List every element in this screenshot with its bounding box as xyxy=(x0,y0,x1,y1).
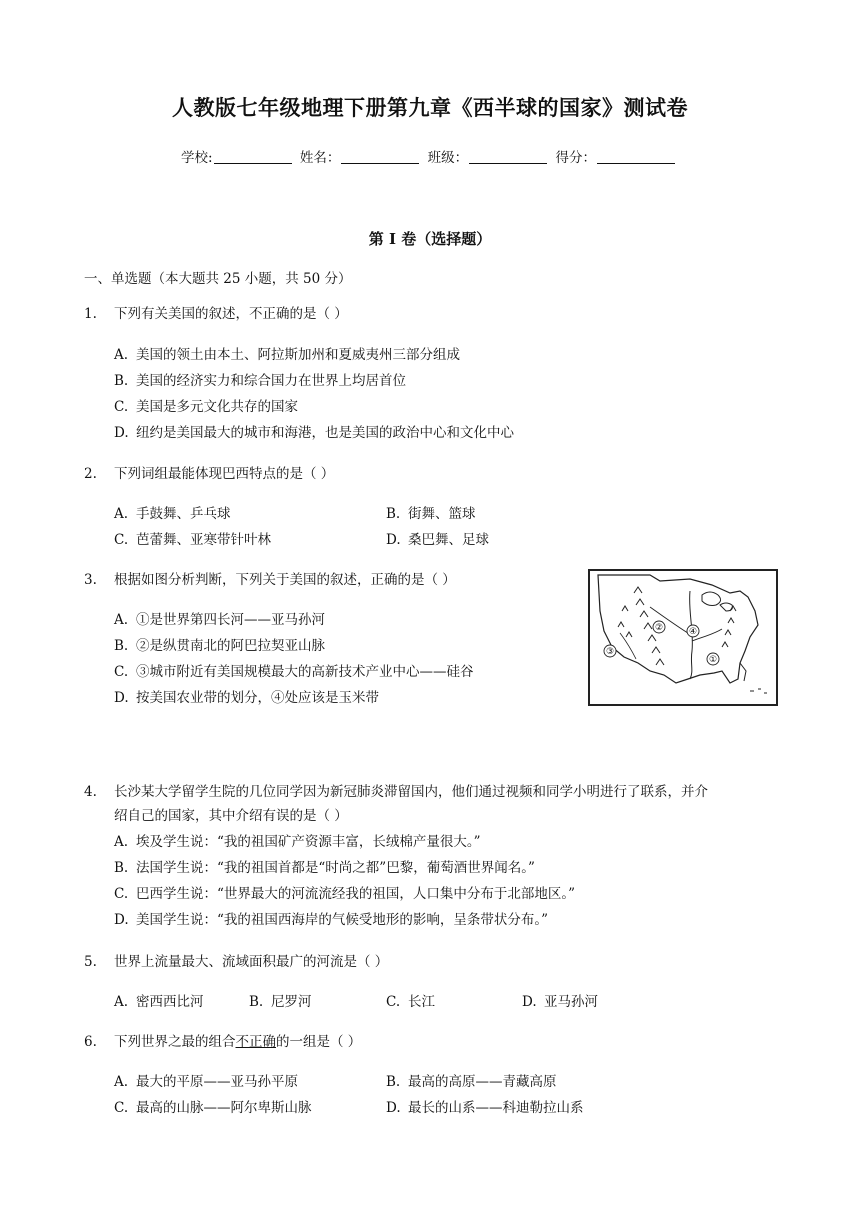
q5-option-a xyxy=(114,991,204,1013)
question-1 xyxy=(84,303,348,325)
option-text: 亚马孙河 xyxy=(544,994,598,1010)
q4-option-b xyxy=(114,857,535,879)
question-6 xyxy=(84,1031,361,1053)
option-letter: A. xyxy=(114,1074,129,1090)
option-text: ③城市附近有美国规模最大的高新技术产业中心——硅谷 xyxy=(136,664,474,680)
option-text: ②是纵贯南北的阿巴拉契亚山脉 xyxy=(136,638,325,654)
q6-option-b xyxy=(386,1071,557,1093)
option-text: 长江 xyxy=(408,994,435,1010)
option-text: 最大的平原——亚马孙平原 xyxy=(136,1074,298,1090)
page-title: 人教版七年级地理下册第九章《西半球的国家》测试卷 xyxy=(172,96,688,120)
q6-option-c xyxy=(114,1097,312,1119)
question-text-underlined: 不正确 xyxy=(235,1034,276,1050)
option-text: 按美国农业带的划分，④处应该是玉米带 xyxy=(136,690,379,706)
question-text: 世界上流量最大、流域面积最广的河流是（ ） xyxy=(114,954,389,970)
q5-option-b xyxy=(249,991,312,1013)
option-letter: D. xyxy=(522,994,537,1010)
option-letter: A. xyxy=(114,506,129,522)
q4-option-a xyxy=(114,831,481,853)
option-letter: D. xyxy=(386,1100,401,1116)
q3-option-b xyxy=(114,635,325,657)
option-letter: C. xyxy=(114,886,129,902)
option-letter: C. xyxy=(114,399,129,415)
option-letter: D. xyxy=(114,425,129,441)
option-letter: B. xyxy=(114,860,129,876)
option-text: 尼罗河 xyxy=(271,994,312,1010)
option-text: 最高的高原——青藏高原 xyxy=(408,1074,557,1090)
option-text: 美国的领土由本土、阿拉斯加州和夏威夷州三部分组成 xyxy=(136,347,460,363)
option-letter: D. xyxy=(114,912,129,928)
question-number: 6. xyxy=(84,1034,97,1050)
q2-option-c xyxy=(114,529,271,551)
option-letter: A. xyxy=(114,834,129,850)
option-letter: B. xyxy=(386,506,401,522)
class-blank[interactable] xyxy=(469,149,547,164)
option-letter: C. xyxy=(114,1100,129,1116)
question-text: 根据如图分析判断，下列关于美国的叙述，正确的是（ ） xyxy=(114,572,456,588)
question-4-cont xyxy=(114,805,348,827)
q3-option-d xyxy=(114,687,379,709)
question-5 xyxy=(84,951,388,973)
option-text: 巴西学生说：“世界最大的河流流经我的祖国，人口集中分布于北部地区。” xyxy=(136,886,576,902)
option-letter: C. xyxy=(114,664,129,680)
option-letter: B. xyxy=(114,638,129,654)
section-title: 第 I 卷（选择题） xyxy=(368,230,492,248)
student-info-line xyxy=(0,146,860,166)
q3-option-c xyxy=(114,661,474,683)
option-letter: B. xyxy=(386,1074,401,1090)
option-letter: A. xyxy=(114,347,129,363)
option-letter: B. xyxy=(249,994,264,1010)
map-label-4: ④ xyxy=(688,627,698,637)
q1-option-a xyxy=(114,344,460,366)
option-text: 美国学生说：“我的祖国西海岸的气候受地形的影响，呈条带状分布。” xyxy=(136,912,549,928)
option-letter: D. xyxy=(386,532,401,548)
option-text: 芭蕾舞、亚寒带针叶林 xyxy=(136,532,271,548)
option-text: 街舞、篮球 xyxy=(408,506,476,522)
name-blank[interactable] xyxy=(341,149,419,164)
option-text: 最高的山脉——阿尔卑斯山脉 xyxy=(136,1100,312,1116)
q2-option-a xyxy=(114,503,231,525)
question-number: 1. xyxy=(84,306,97,322)
question-number: 5. xyxy=(84,954,97,970)
option-letter: A. xyxy=(114,994,129,1010)
map-label-2: ② xyxy=(654,623,664,633)
question-text-line2: 绍自己的国家，其中介绍有误的是（ ） xyxy=(114,808,348,824)
option-letter: C. xyxy=(114,532,129,548)
q6-option-a xyxy=(114,1071,298,1093)
name-label: 姓名： xyxy=(299,150,341,166)
option-text: 桑巴舞、足球 xyxy=(408,532,489,548)
option-letter: B. xyxy=(114,373,129,389)
question-number: 2. xyxy=(84,466,97,482)
q1-option-d xyxy=(114,422,514,444)
q3-option-a xyxy=(114,609,325,631)
question-number: 3. xyxy=(84,572,97,588)
school-blank[interactable] xyxy=(214,149,292,164)
part-heading: 一、单选题（本大题共 25 小题，共 50 分） xyxy=(84,271,352,287)
map-label-1: ① xyxy=(708,655,718,665)
q1-option-b xyxy=(114,370,406,392)
option-letter: A. xyxy=(114,612,129,628)
usa-map-image xyxy=(590,571,776,704)
question-number: 4. xyxy=(84,784,97,800)
q6-option-d xyxy=(386,1097,584,1119)
score-blank[interactable] xyxy=(597,149,675,164)
option-text: 手鼓舞、乒乓球 xyxy=(136,506,231,522)
option-letter: C. xyxy=(386,994,401,1010)
class-label: 班级： xyxy=(427,150,469,166)
question-text-line1: 长沙某大学留学生院的几位同学因为新冠肺炎滞留国内，他们通过视频和同学小明进行了联系，并介 xyxy=(114,784,708,800)
map-label-3: ③ xyxy=(605,647,615,657)
option-letter: D. xyxy=(114,690,129,706)
question-text-post: 的一组是（ ） xyxy=(276,1034,362,1050)
question-text: 下列词组最能体现巴西特点的是（ ） xyxy=(114,466,335,482)
q4-option-d xyxy=(114,909,548,931)
question-2 xyxy=(84,463,334,485)
q5-option-c xyxy=(386,991,435,1013)
option-text: 美国是多元文化共存的国家 xyxy=(136,399,298,415)
option-text: 纽约是美国最大的城市和海港，也是美国的政治中心和文化中心 xyxy=(136,425,514,441)
option-text: 美国的经济实力和综合国力在世界上均居首位 xyxy=(136,373,406,389)
q4-option-c xyxy=(114,883,575,905)
option-text: ①是世界第四长河——亚马孙河 xyxy=(136,612,325,628)
q1-option-c xyxy=(114,396,298,418)
question-4 xyxy=(84,781,749,803)
question-3 xyxy=(84,569,456,591)
score-label: 得分： xyxy=(555,150,596,166)
option-text: 密西西比河 xyxy=(136,994,204,1010)
question-text: 下列有关美国的叙述，不正确的是（ ） xyxy=(114,306,348,322)
usa-map-figure xyxy=(588,569,778,706)
q2-option-b xyxy=(386,503,476,525)
q5-option-d xyxy=(522,991,598,1013)
option-text: 最长的山系——科迪勒拉山系 xyxy=(408,1100,584,1116)
option-text: 埃及学生说：“我的祖国矿产资源丰富，长绒棉产量很大。” xyxy=(136,834,481,850)
school-label: 学校: xyxy=(181,150,213,166)
q2-option-d xyxy=(386,529,489,551)
option-text: 法国学生说：“我的祖国首都是“时尚之都”巴黎，葡萄酒世界闻名。” xyxy=(136,860,535,876)
question-text-pre: 下列世界之最的组合 xyxy=(114,1034,236,1050)
